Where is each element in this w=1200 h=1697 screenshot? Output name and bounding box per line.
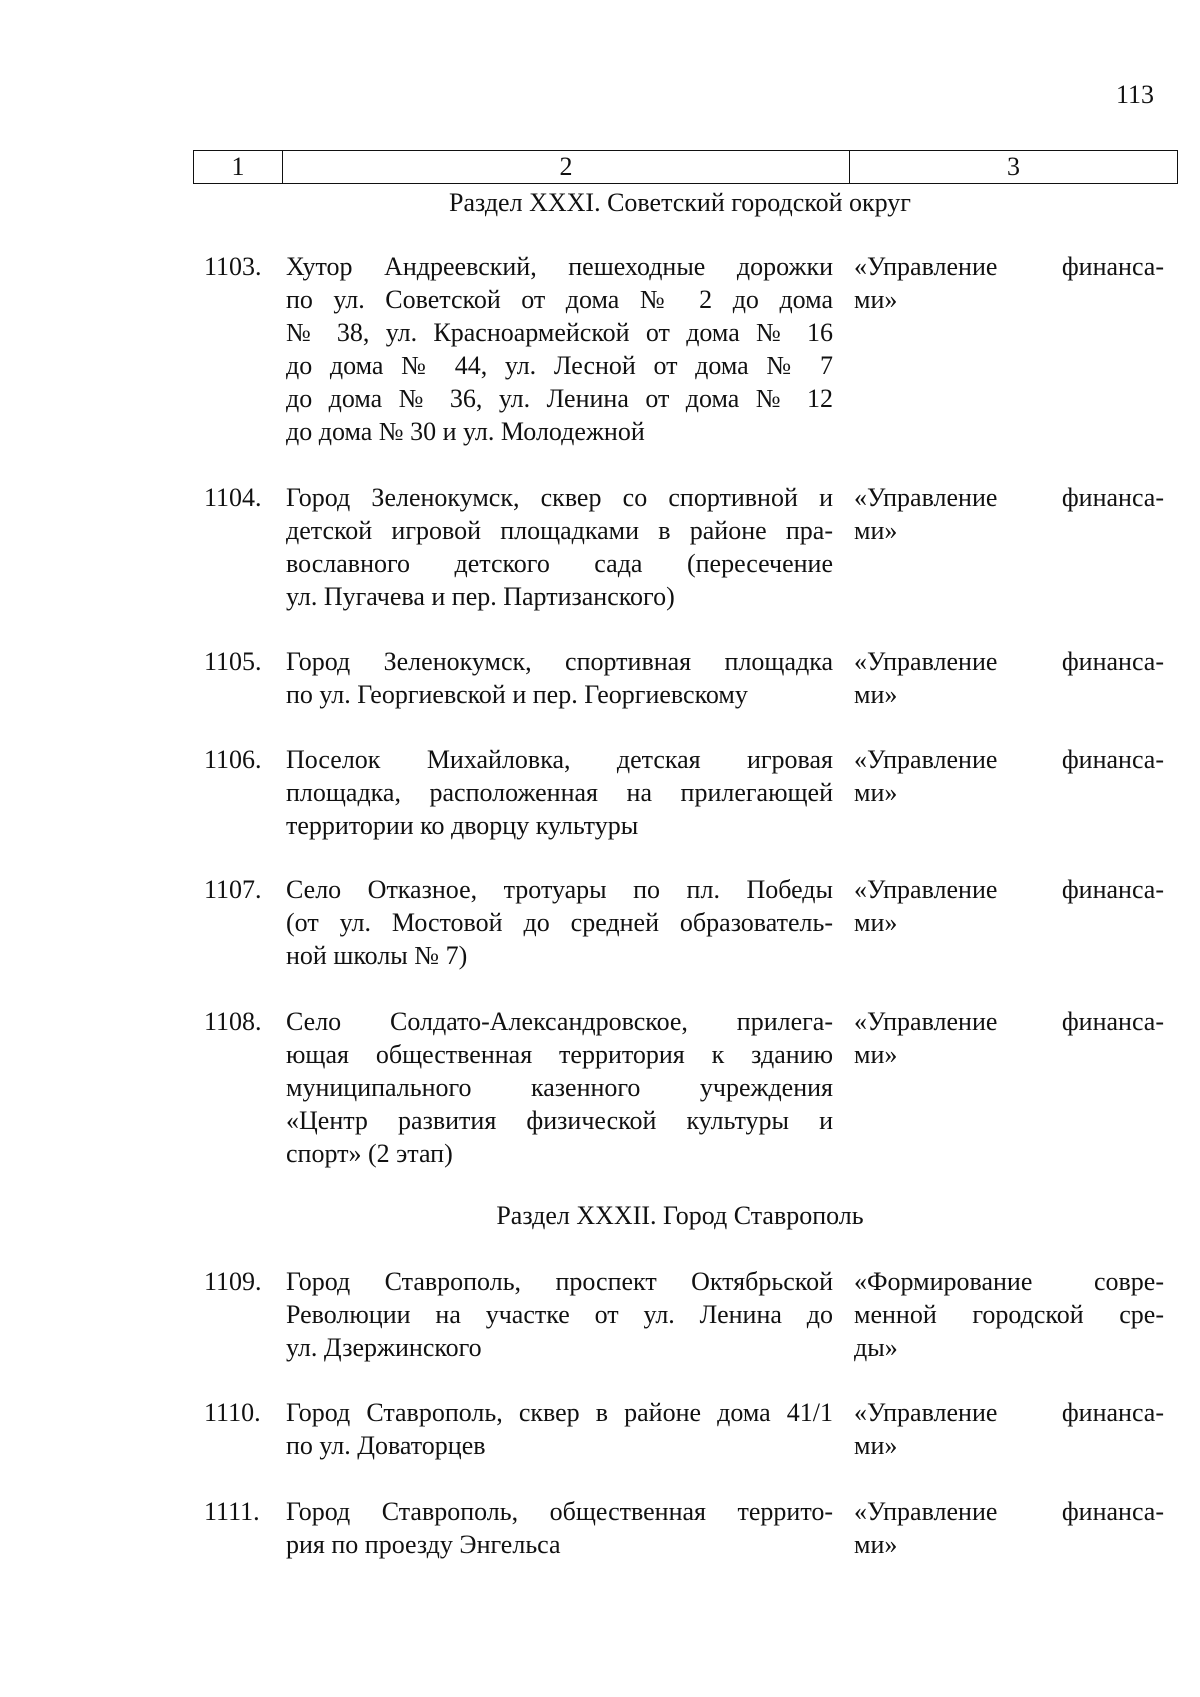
program-line: «Управление финанса- — [854, 483, 1164, 512]
program-line: «Управление финанса- — [854, 1398, 1164, 1427]
entry-number: 1109. — [204, 1267, 262, 1296]
entry-number: 1107. — [204, 875, 262, 904]
program-line: «Управление финанса- — [854, 252, 1164, 281]
entry-program — [854, 645, 1164, 711]
description-line: по ул. Георгиевской и пер. Георгиевскому — [286, 680, 748, 709]
program-line: «Управление финанса- — [854, 647, 1164, 676]
entry-number: 1103. — [204, 252, 262, 281]
description-line: территории ко дворцу культуры — [286, 811, 639, 840]
description-line: Село Солдато-Александровское, прилега- — [286, 1007, 833, 1036]
entry-number: 1105. — [204, 647, 262, 676]
entry-description — [286, 1005, 833, 1170]
description-line: ул. Пугачева и пер. Партизанского) — [286, 582, 675, 611]
description-line: до дома № 36, ул. Ленина от дома № 12 — [286, 384, 833, 413]
entry-number: 1104. — [204, 483, 262, 512]
program-line: «Управление финанса- — [854, 1007, 1164, 1036]
entry-program — [854, 873, 1164, 939]
entry-description — [286, 645, 833, 711]
description-line: № 38, ул. Красноармейской от дома № 16 — [286, 318, 833, 347]
entry-description — [286, 250, 833, 448]
program-line: ми» — [854, 778, 898, 807]
entry-program — [854, 481, 1164, 547]
program-line: «Управление финанса- — [854, 1497, 1164, 1526]
program-line: ми» — [854, 680, 898, 709]
description-line: Город Зеленокумск, спортивная площадка — [286, 647, 833, 676]
program-line: ды» — [854, 1333, 898, 1362]
description-line: ющая общественная территория к зданию — [286, 1040, 833, 1069]
program-line: менной городской сре- — [854, 1300, 1164, 1329]
program-line: ми» — [854, 908, 898, 937]
entry-description — [286, 1495, 833, 1561]
description-line: спорт» (2 этап) — [286, 1139, 453, 1168]
description-line: Город Ставрополь, сквер в районе дома 41/1 — [286, 1398, 833, 1427]
description-line: до дома № 30 и ул. Молодежной — [286, 417, 645, 446]
entry-program — [854, 1396, 1164, 1462]
section-title: Раздел XXXI. Советский городской округ — [449, 188, 911, 217]
program-line: «Управление финанса- — [854, 745, 1164, 774]
description-line: (от ул. Мостовой до средней образователь- — [286, 908, 833, 937]
description-line: ной школы № 7) — [286, 941, 468, 970]
description-line: Революции на участке от ул. Ленина до — [286, 1300, 833, 1329]
entry-program — [854, 250, 1164, 316]
column-header-1: 1 — [194, 151, 283, 183]
description-line: рия по проезду Энгельса — [286, 1530, 561, 1559]
description-line: детской игровой площадками в районе пра- — [286, 516, 833, 545]
program-line: ми» — [854, 1530, 898, 1559]
entry-description — [286, 1396, 833, 1462]
description-line: ул. Дзержинского — [286, 1333, 482, 1362]
description-line: площадка, расположенная на прилегающей — [286, 778, 833, 807]
program-line: ми» — [854, 1040, 898, 1069]
description-line: Хутор Андреевский, пешеходные дорожки — [286, 252, 833, 281]
program-line: ми» — [854, 285, 898, 314]
entry-description — [286, 743, 833, 842]
description-line: Город Зеленокумск, сквер со спортивной и — [286, 483, 833, 512]
column-header-row — [193, 150, 1178, 184]
entry-number: 1108. — [204, 1007, 262, 1036]
entry-program — [854, 1265, 1164, 1364]
description-line: «Центр развития физической культуры и — [286, 1106, 833, 1135]
description-line: Село Отказное, тротуары по пл. Победы — [286, 875, 833, 904]
entry-number: 1110. — [204, 1398, 261, 1427]
description-line: Город Ставрополь, общественная террито- — [286, 1497, 833, 1526]
description-line: Город Ставрополь, проспект Октябрьской — [286, 1267, 833, 1296]
program-line: ми» — [854, 516, 898, 545]
entry-program — [854, 1495, 1164, 1561]
section-title: Раздел XXXII. Город Ставрополь — [496, 1201, 864, 1230]
page-number: 113 — [1116, 80, 1155, 109]
program-line: ми» — [854, 1431, 898, 1460]
description-line: до дома № 44, ул. Лесной от дома № 7 — [286, 351, 833, 380]
column-header-2: 2 — [283, 151, 850, 183]
description-line: по ул. Советской от дома № 2 до дома — [286, 285, 833, 314]
description-line: Поселок Михайловка, детская игровая — [286, 745, 833, 774]
entry-description — [286, 481, 833, 613]
description-line: по ул. Доваторцев — [286, 1431, 486, 1460]
entry-number: 1111. — [204, 1497, 260, 1526]
program-line: «Управление финанса- — [854, 875, 1164, 904]
entry-program — [854, 743, 1164, 809]
entry-description — [286, 873, 833, 972]
program-line: «Формирование совре- — [854, 1267, 1164, 1296]
entry-number: 1106. — [204, 745, 262, 774]
description-line: вославного детского сада (пересечение — [286, 549, 833, 578]
column-header-3: 3 — [1007, 152, 1020, 181]
entry-program — [854, 1005, 1164, 1071]
entry-description — [286, 1265, 833, 1364]
description-line: муниципального казенного учреждения — [286, 1073, 833, 1102]
